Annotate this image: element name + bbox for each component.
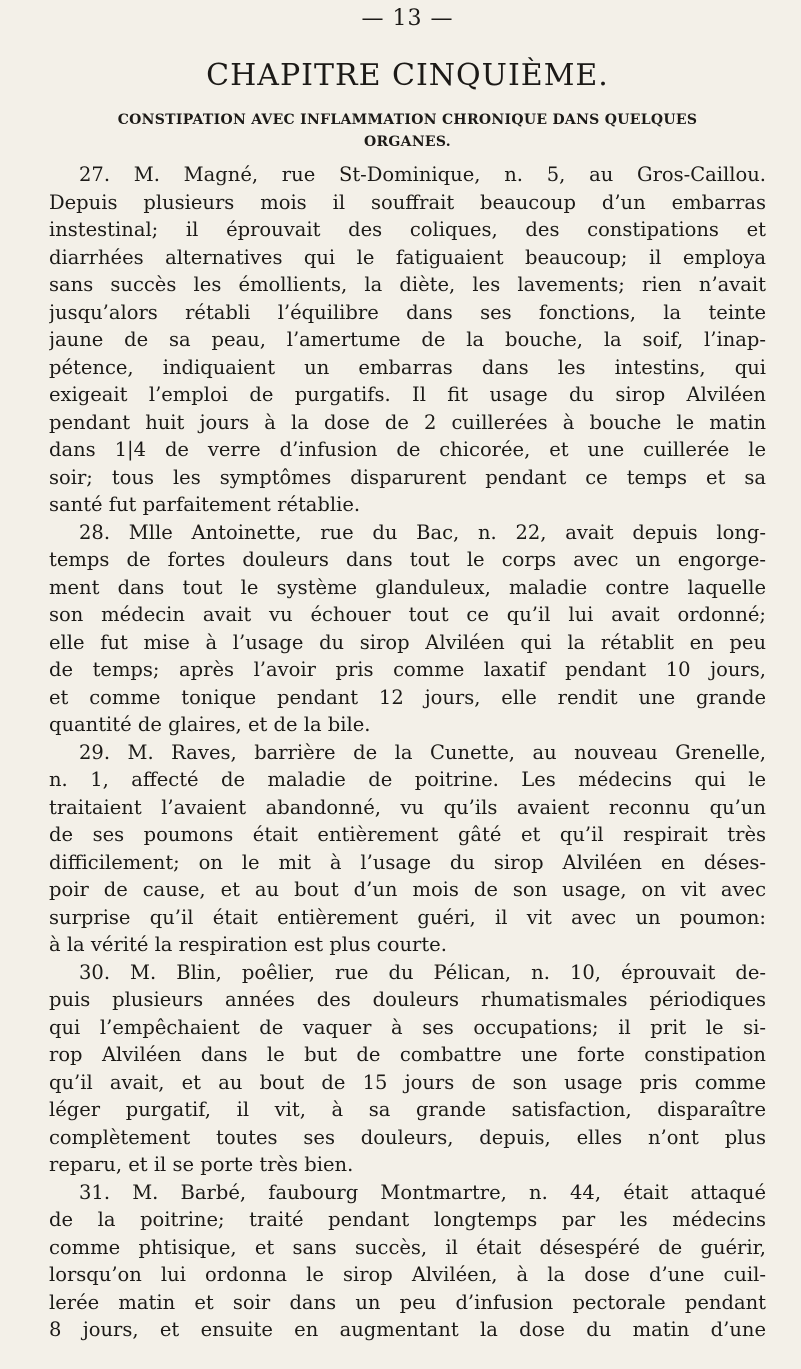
text-line: rop Alviléen dans le but de combattre une forte constipation [49, 1043, 766, 1066]
text-line: de ses poumons était entièrement gâté et qu’il respirait très [49, 823, 766, 846]
text-line: son médecin avait vu échouer tout ce qu’il lui avait ordonné; [49, 603, 766, 626]
text-line: sans succès les émollients, la diète, les lavements; rien n’avait [49, 273, 766, 296]
page-number: — 13 — [361, 6, 454, 31]
text-line: complètement toutes ses douleurs, depuis, elles n’ont plus [49, 1125, 766, 1149]
text-line: de temps; après l’avoir pris comme laxatif pendant 10 jours, [49, 658, 766, 681]
text-line: surprise qu’il était entièrement guéri, il vit avec un poumon: [49, 905, 766, 929]
text-line: elle fut mise à l’usage du sirop Alviléen qui la rétablit en peu [49, 630, 766, 654]
text-line: poir de cause, et au bout d’un mois de son usage, on vit avec [49, 878, 766, 901]
text-line: jaune de sa peau, l’amertume de la bouche, la soif, l’inap- [49, 328, 766, 351]
text-line: santé fut parfaitement rétablie. [49, 493, 361, 516]
text-line: 31. M. Barbé, faubourg Montmartre, n. 44, était attaqué [79, 1180, 766, 1204]
text-line: pétence, indiquaient un embarras dans les intestins, qui [49, 355, 766, 379]
text-line: instestinal; il éprouvait des coliques, des constipations et [49, 218, 766, 241]
text-line: comme phtisique, et sans succès, il était désespéré de guérir, [49, 1235, 766, 1259]
text-line: 27. M. Magné, rue St-Dominique, n. 5, au Gros-Caillou. [79, 163, 766, 186]
text-line: de la poitrine; traité pendant longtemps par les médecins [49, 1208, 766, 1231]
text-line: lorsqu’on lui ordonna le sirop Alviléen, à la dose d’une cuil- [49, 1263, 766, 1286]
text-line: quantité de glaires, et de la bile. [49, 713, 371, 736]
text-line: temps de fortes douleurs dans tout le corps avec un engorge- [49, 548, 766, 571]
text-line: difficilement; on le mit à l’usage du sirop Alviléen en déses- [49, 850, 766, 874]
text-line: diarrhées alternatives qui le fatiguaient beaucoup; il employa [49, 245, 766, 269]
text-line: n. 1, affecté de maladie de poitrine. Les médecins qui le [49, 768, 766, 791]
text-line: qui l’empêchaient de vaquer à ses occupations; il prit le si- [49, 1015, 766, 1039]
text-line: Depuis plusieurs mois il souffrait beaucoup d’un embarras [49, 190, 766, 214]
text-line: ment dans tout le système glanduleux, maladie contre laquelle [49, 575, 766, 599]
text-line: qu’il avait, et au bout de 15 jours de son usage pris comme [49, 1070, 766, 1094]
text-line: lerée matin et soir dans un peu d’infusion pectorale pendant [49, 1290, 766, 1314]
text-line: 30. M. Blin, poêlier, rue du Pélican, n. 10, éprouvait de- [79, 960, 766, 984]
text-line: puis plusieurs années des douleurs rhumatismales périodiques [49, 988, 766, 1011]
text-line: 29. M. Raves, barrière de la Cunette, au nouveau Grenelle, [79, 740, 766, 764]
text-line: dans 1|4 de verre d’infusion de chicorée, et une cuillerée le [49, 438, 766, 461]
text-line: jusqu’alors rétabli l’équilibre dans ses fonctions, la teinte [49, 300, 766, 324]
text-line: reparu, et il se porte très bien. [49, 1153, 354, 1176]
body-text [49, 161, 766, 1344]
text-line: à la vérité la respiration est plus courte. [49, 933, 447, 956]
chapter-title: CHAPITRE CINQUIÈME. [206, 58, 609, 93]
text-line: soir; tous les symptômes disparurent pendant ce temps et sa [49, 465, 766, 489]
text-line: léger purgatif, il vit, à sa grande satisfaction, disparaître [49, 1098, 766, 1121]
section-title [49, 109, 766, 153]
section-title-line: ORGANES. [363, 134, 451, 150]
text-line: traitaient l’avaient abandonné, vu qu’ils avaient reconnu qu’un [49, 795, 766, 819]
text-line: 28. Mlle Antoinette, rue du Bac, n. 22, avait depuis long- [79, 520, 766, 544]
text-line: pendant huit jours à la dose de 2 cuillerées à bouche le matin [49, 410, 766, 434]
text-line: exigeait l’emploi de purgatifs. Il fit usage du sirop Alviléen [49, 383, 766, 406]
section-title-line: CONSTIPATION AVEC INFLAMMATION CHRONIQUE DANS QUELQUES [117, 112, 698, 128]
text-line: 8 jours, et ensuite en augmentant la dose du matin d’une [49, 1318, 766, 1341]
text-line: et comme tonique pendant 12 jours, elle rendit une grande [49, 685, 766, 709]
